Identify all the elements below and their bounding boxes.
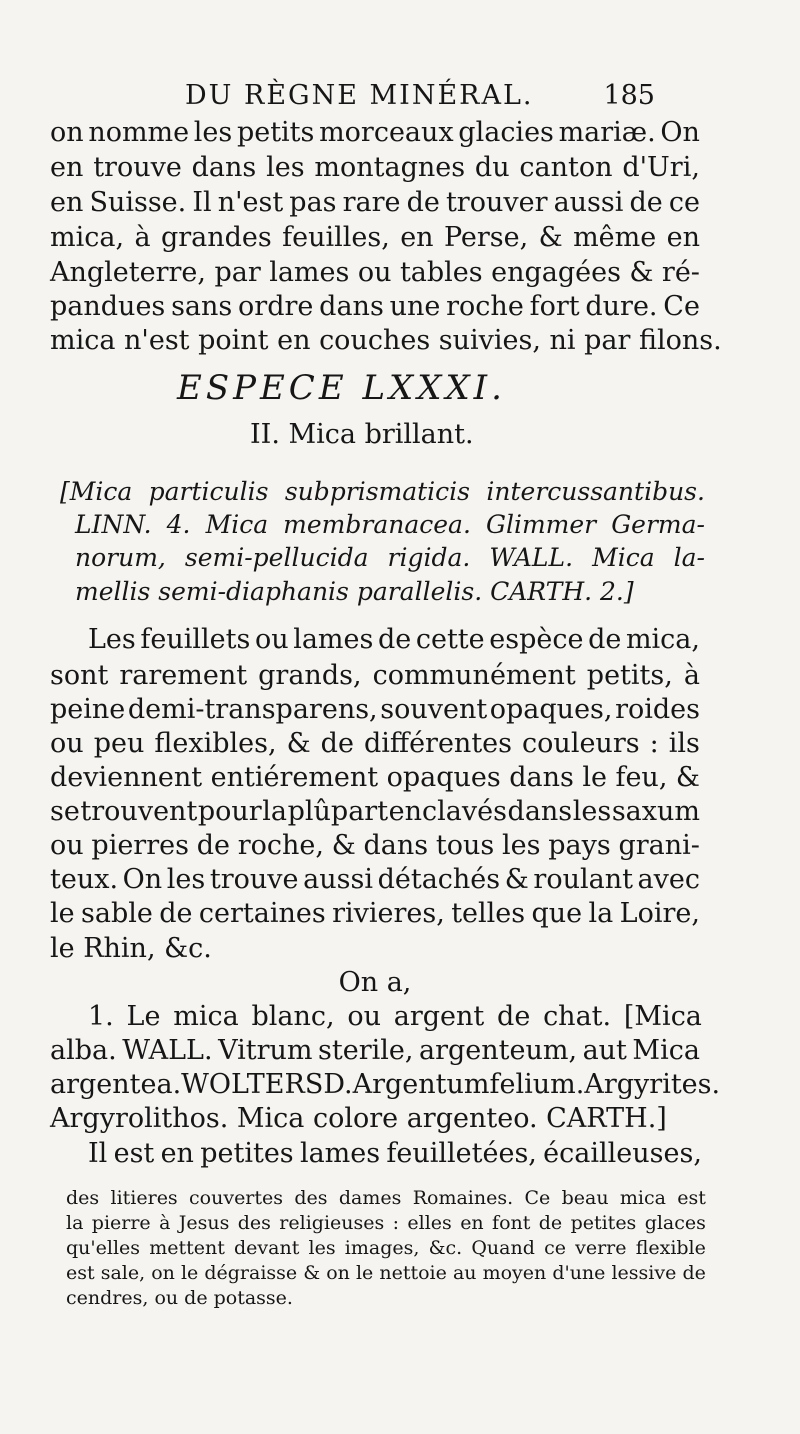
footnote-line: des litieres couvertes des dames Romaines. Ce beau mica est xyxy=(66,1187,706,1209)
text-line: sont rarement grands, communément petits, à xyxy=(50,660,700,691)
synonym-line: LINN. 4. Mica membranacea. Glimmer Germa- xyxy=(75,510,705,539)
page-number: 185 xyxy=(603,80,655,111)
text-line: alba. WALL. Vitrum sterile, argenteum, aut Mica xyxy=(50,1035,700,1066)
running-title: DU RÈGNE MINÉRAL. xyxy=(185,80,534,111)
synonym-line: [Mica particulis subprismaticis intercussantibus. xyxy=(60,477,705,506)
text-line: ou pierres de roche, & dans tous les pays grani- xyxy=(50,830,700,861)
text-line: mica n'est point en couches suivies, ni par filons. xyxy=(50,325,722,356)
running-header xyxy=(185,76,655,116)
text-line: on nomme les petits morceaux glacies mariæ. On xyxy=(50,117,700,148)
text-line: Argyrolithos. Mica colore argenteo. CARTH.] xyxy=(50,1103,667,1134)
species-heading: ESPECE LXXXI. xyxy=(177,368,506,408)
text-line: le Rhin, &c. xyxy=(50,933,212,964)
text-line: teux. On les trouve aussi détachés & roulant avec xyxy=(50,864,700,895)
footnote-line: qu'elles mettent devant les images, &c. Quand ce verre flexible xyxy=(66,1237,706,1259)
footnote-line: est sale, on le dégraisse & on le nettoie au moyen d'une lessive de xyxy=(66,1262,706,1284)
species-subtitle: II. Mica brillant. xyxy=(250,419,474,450)
text-line: 1. Le mica blanc, ou argent de chat. [Mica xyxy=(88,1001,702,1032)
text-line: le sable de certaines rivieres, telles que la Loire, xyxy=(50,898,700,929)
text-line: peine demi-transparens, souvent opaques, roides xyxy=(50,694,700,725)
text-line: en Suisse. Il n'est pas rare de trouver aussi de ce xyxy=(50,187,700,218)
text-line: Les feuillets ou lames de cette espèce de mica, xyxy=(88,624,700,655)
text-line: argentea. WOLTERSD. Argentum felium. Argyrites. xyxy=(50,1069,721,1100)
text-line: Angleterre, par lames ou tables engagées & ré- xyxy=(50,257,700,288)
text-line: se trouvent pour la plûpart enclavés dans les saxum xyxy=(50,796,700,827)
text-line: ou peu flexibles, & de différentes couleurs : ils xyxy=(50,728,700,759)
text-line: Il est en petites lames feuilletées, écailleuses, xyxy=(88,1138,702,1169)
text-line: pandues sans ordre dans une roche fort dure. Ce xyxy=(50,291,700,322)
synonym-line: norum, semi-pellucida rigida. WALL. Mica la- xyxy=(75,543,705,572)
footnote-line: cendres, ou de potasse. xyxy=(66,1287,293,1309)
footnote-line: la pierre à Jesus des religieuses : elles en font de petites glaces xyxy=(66,1212,706,1234)
text-line: mica, à grandes feuilles, en Perse, & même en xyxy=(50,222,700,253)
text-line: deviennent entiérement opaques dans le feu, & xyxy=(50,762,700,793)
text-line: On a, xyxy=(338,967,412,998)
text-line: en trouve dans les montagnes du canton d'Uri, xyxy=(50,152,700,183)
synonym-line: mellis semi-diaphanis parallelis. CARTH. 2.] xyxy=(75,577,634,606)
